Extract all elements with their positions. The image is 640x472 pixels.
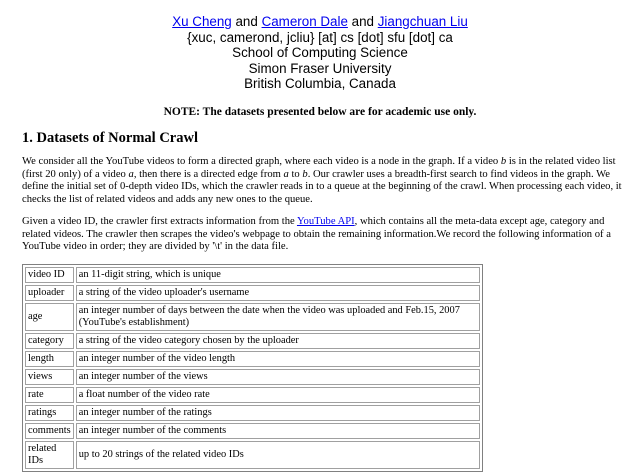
author-link-xu-cheng[interactable]: Xu Cheng xyxy=(172,14,232,29)
author-link-jiangchuan-liu[interactable]: Jiangchuan Liu xyxy=(377,14,468,29)
field-description: a float number of the video rate xyxy=(76,387,480,403)
field-description: up to 20 strings of the related video IDs xyxy=(76,441,480,469)
table-row xyxy=(25,405,480,421)
video-fields-table xyxy=(22,264,483,472)
field-name: category xyxy=(25,333,74,349)
crawl-description-paragraph: We consider all the YouTube videos to form a directed graph, where each video is a node in the graph. If a video b is in the related video list (first 20 only) of a video a, then there is a directed edge from a to b. Our crawler uses a breadth-first search to find videos in the graph. We define the initial set of 0-depth video IDs, which the crawler reads in to a queue at the beginning of the crawl. When processing each video, it checks the list of related videos and adds any new ones to the queue. xyxy=(22,156,622,205)
field-name: comments xyxy=(25,423,74,439)
table-row xyxy=(25,333,480,349)
location-text: British Columbia, Canada xyxy=(244,76,396,91)
field-description: a string of the video uploader's username xyxy=(76,285,480,301)
author-line xyxy=(0,14,640,30)
table-row xyxy=(25,423,480,439)
university-name: Simon Fraser University xyxy=(248,60,392,76)
field-name: related IDs xyxy=(25,441,74,469)
table-row xyxy=(25,387,480,403)
author-header xyxy=(0,14,640,92)
author-link-cameron-dale[interactable]: Cameron Dale xyxy=(261,14,348,29)
field-description: an integer number of the video length xyxy=(76,351,480,367)
table-row xyxy=(25,369,480,385)
table-row xyxy=(25,351,480,367)
crawler-process-paragraph: Given a video ID, the crawler first extracts information from the YouTube API, which contains all the meta-data except age, category and related videos. The crawler then scrapes the video's webpage to obtain the remaining information.We record the following information of a YouTube video in order; they are divided by '\t' in the data file. xyxy=(22,216,611,253)
table-row xyxy=(25,285,480,301)
usage-note: NOTE: The datasets presented below are for academic use only. xyxy=(163,106,477,118)
author-emails: {xuc, camerond, jcliu} [at] cs [dot] sfu [dot] ca xyxy=(187,29,453,45)
table-row xyxy=(25,303,480,331)
field-name: uploader xyxy=(25,285,74,301)
field-name: views xyxy=(25,369,74,385)
field-description: a string of the video category chosen by the uploader xyxy=(76,333,480,349)
field-description: an integer number of the views xyxy=(76,369,480,385)
field-description: an 11-digit string, which is unique xyxy=(76,267,480,283)
table-row xyxy=(25,441,480,469)
school-name: School of Computing Science xyxy=(232,45,408,60)
field-description: an integer number of days between the date when the video was uploaded and Feb.15, 2007 (YouTube's establishment) xyxy=(76,303,480,331)
field-name: rate xyxy=(25,387,74,403)
field-name: length xyxy=(25,351,74,367)
field-name: ratings xyxy=(25,405,74,421)
section-title: 1. Datasets of Normal Crawl xyxy=(22,130,198,146)
field-description: an integer number of the ratings xyxy=(76,405,480,421)
field-description: an integer number of the comments xyxy=(76,423,480,439)
field-name: video ID xyxy=(25,267,74,283)
author-separator: and xyxy=(351,14,374,29)
youtube-api-link[interactable]: YouTube API xyxy=(296,216,355,227)
table-row xyxy=(25,267,480,283)
field-name: age xyxy=(25,303,74,331)
author-separator: and xyxy=(235,14,258,29)
